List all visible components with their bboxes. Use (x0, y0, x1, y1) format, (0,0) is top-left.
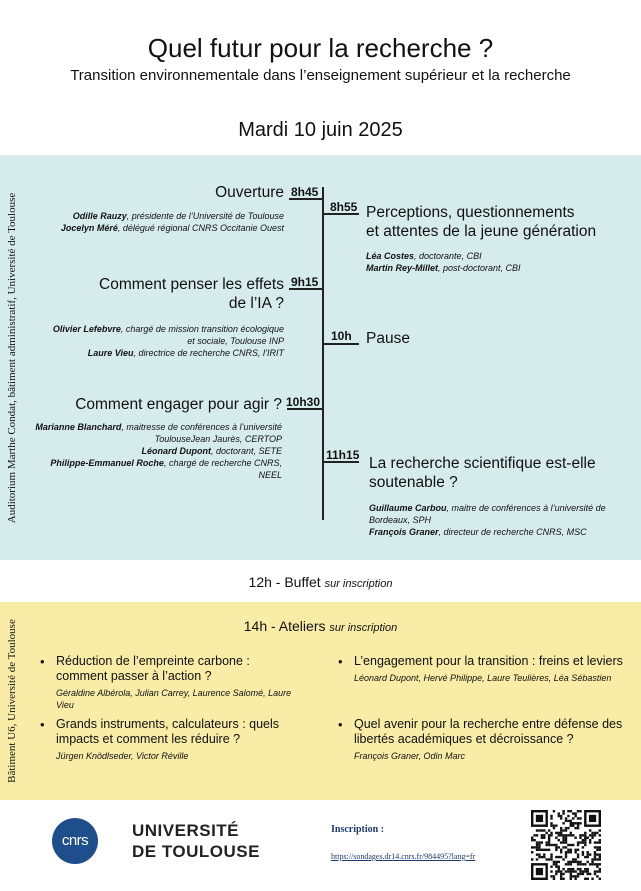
speaker-item: Laure Vieu, directrice de recherche CNRS, l’IRIT (87, 348, 284, 358)
university-logo: UNIVERSITÉ DE TOULOUSE (132, 821, 260, 861)
ateliers-heading: 14h - Ateliers sur inscription (243, 618, 398, 634)
workshop-item: • Quel avenir pour la recherche entre défense des libertés académiques et décroissance ? François Graner, Odin Marc (338, 717, 623, 761)
speaker-list (366, 250, 631, 274)
speaker-item: Marianne Blanchard, maitresse de conférences à l’université (35, 422, 282, 432)
speaker-item: NEEL (258, 470, 282, 480)
page-title: Quel futur pour la recherche ? (147, 33, 494, 63)
session-time-1030: 10h30 (286, 395, 321, 409)
speaker-item: et sociale, Toulouse INP (187, 336, 284, 346)
cnrs-logo: cnrs (52, 818, 98, 864)
speaker-item: Léonard Dupont, doctorant, SETE (141, 446, 282, 456)
speaker-item: Léa Costes, doctorante, CBI (366, 251, 482, 261)
session-title-soutenable: La recherche scientifique est-elle soutenable ? (369, 455, 596, 491)
session-title-ia: Comment penser les effets de l’IA ? (99, 276, 284, 312)
bullet-icon: • (40, 717, 45, 732)
timeline-tick-10h (324, 343, 359, 345)
timeline-axis (322, 187, 324, 520)
speaker-item: ToulouseJean Jaurès, CERTOP (154, 434, 282, 444)
speaker-list (369, 502, 634, 538)
inscription-label: Inscription : (331, 824, 385, 835)
session-title-ouverture: Ouverture (215, 184, 284, 201)
speaker-item: Martin Rey-Millet, post-doctorant, CBI (366, 263, 521, 273)
speaker-item: François Graner, directeur de recherche CNRS, MSC (369, 527, 587, 537)
speaker-item: Bordeaux, SPH (369, 515, 432, 525)
workshop-item: • Réduction de l’empreinte carbone : comment passer à l’action ? Géraldine Albérola, Julian Carrey, Laurence Salomé, Laure Vieu (40, 654, 292, 710)
speaker-item: Guillaume Carbou, maitre de conférences à l’université de (369, 503, 606, 513)
speaker-list (22, 421, 282, 481)
session-time-1115: 11h15 (326, 448, 360, 462)
afternoon-venue-label: Bâtiment U6, Université de Toulouse (6, 619, 18, 783)
session-time-10h: 10h (331, 329, 352, 343)
speaker-item: Odille Rauzy, présidente de l’Université de Toulouse (72, 211, 284, 221)
page-subtitle: Transition environnementale dans l’enseignement supérieur et la recherche (70, 67, 571, 84)
session-title-engager: Comment engager pour agir ? (75, 396, 282, 413)
workshop-item: • Grands instruments, calculateurs : quels impacts et comment les réduire ? Jürgen Knödlseder, Victor Réville (40, 717, 280, 761)
session-time-845: 8h45 (291, 185, 319, 199)
speaker-list (24, 323, 284, 359)
speaker-item: Philippe-Emmanuel Roche, chargé de recherche CNRS, (50, 458, 282, 468)
session-time-855: 8h55 (330, 200, 358, 214)
qr-code-icon[interactable] (531, 810, 601, 880)
workshop-item: • L’engagement pour la transition : freins et leviers Léonard Dupont, Hervé Philippe, Laure Teulières, Léa Sébastien (338, 654, 623, 683)
speaker-item: Olivier Lefebvre, chargé de mission transition écologique (52, 324, 284, 334)
speaker-list (24, 210, 284, 234)
bullet-icon: • (338, 654, 343, 669)
inscription-link[interactable]: https://sondages.dr14.cnrs.fr/984495?lang=fr (331, 852, 476, 861)
event-date: Mardi 10 juin 2025 (238, 119, 403, 141)
session-title-perceptions: Perceptions, questionnements et attentes de la jeune génération (366, 204, 597, 240)
session-time-915: 9h15 (291, 275, 319, 289)
buffet-line: 12h - Buffet sur inscription (248, 574, 393, 590)
bullet-icon: • (338, 717, 343, 732)
session-title-pause: Pause (366, 330, 410, 347)
bullet-icon: • (40, 654, 45, 669)
speaker-item: Jocelyn Méré, délégué régional CNRS Occitanie Ouest (60, 223, 284, 233)
morning-venue-label: Auditorium Marthe Condat, bâtiment administratif, Université de Toulouse (6, 192, 18, 523)
